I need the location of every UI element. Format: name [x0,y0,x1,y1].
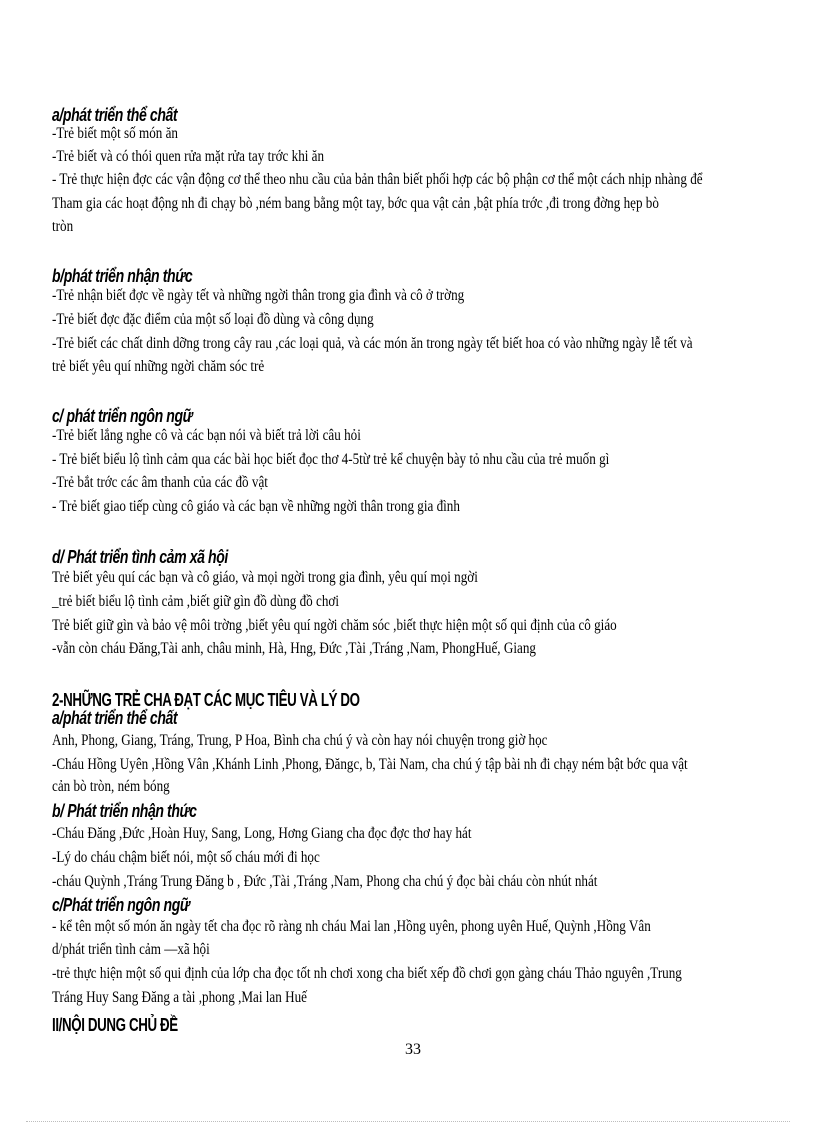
subsection-heading-language: c/Phát triển ngôn ngữ [52,895,190,915]
text-line: trẻ biết yêu quí những ngời chăm sóc trẻ [52,358,265,375]
text-line: -Cháu Đăng ,Đức ,Hoàn Huy, Sang, Long, Hơng Giang cha đọc đợc thơ hay hát [52,825,472,842]
text-line: Trẻ biết giữ gìn và bảo vệ môi trờng ,biết yêu quí ngời chăm sóc ,biết thực hiện một số qui định của cô giáo [52,617,617,634]
text-line: -Trẻ biết một số món ăn [52,125,178,142]
text-line: _trẻ biết biểu lộ tình cảm ,biết giữ gìn đồ dùng đồ chơi [52,593,339,610]
text-line: cản bò tròn, ném bóng [52,778,170,795]
text-line: - Trẻ thực hiện đợc các vận động cơ thể theo nhu cầu của bản thân biết phối hợp các bộ phận cơ thể một cách nhịp nhàng để [52,171,703,188]
text-line: -Trẻ biết và có thói quen rửa mặt rửa tay trớc khi ăn [52,148,325,165]
text-line: -trẻ thực hiện một số qui định của lớp cha đọc tốt nh chơi xong cha biết xếp đồ chơi gọn gàng cháu Thảo nguyên ,Trung [52,965,682,982]
section-heading-topic-content: II/NỘI DUNG CHỦ ĐỀ [52,1015,178,1035]
text-line: -vẫn còn cháu Đăng,Tài anh, châu minh, Hà, Hng, Đức ,Tài ,Tráng ,Nam, PhongHuế, Giang [52,640,536,657]
text-line: Anh, Phong, Giang, Tráng, Trung, P Hoa, Bình cha chú ý và còn hay nói chuyện trong giờ học [52,732,548,749]
text-line: d/phát triển tình cảm —xã hội [52,941,210,958]
text-line: -Trẻ biết các chất dinh dỡng trong cây rau ,các loại quả, và các món ăn trong ngày tết biết hoa có vào những ngày lễ tết và [52,335,693,352]
section-heading-social: d/ Phát triển tình cảm xã hội [52,547,228,567]
text-line: Tráng Huy Sang Đăng a tài ,phong ,Mai lan Huế [52,989,307,1006]
footer-divider [26,1121,790,1122]
text-line: Tham gia các hoạt động nh đi chạy bò ,ném bang bằng một tay, bớc qua vật cản ,bật phía trớc ,đi trong đờng hẹp bò [52,195,659,212]
subsection-heading-physical: a/phát triển thể chất [52,708,178,728]
text-line: -Trẻ bắt trớc các âm thanh của các đồ vật [52,474,268,491]
text-line: - kể tên một số món ăn ngày tết cha đọc rõ ràng nh cháu Mai lan ,Hồng uyên, phong uyên Huế, Quỳnh ,Hồng Vân [52,918,651,935]
text-line: -Trẻ biết lắng nghe cô và các bạn nói và biết trả lời câu hỏi [52,427,361,444]
text-line: - Trẻ biết giao tiếp cùng cô giáo và các bạn về những ngời thân trong gia đình [52,498,460,515]
text-line: -Lý do cháu chậm biết nói, một số cháu mới đi học [52,849,320,866]
text-line: -Cháu Hồng Uyên ,Hồng Vân ,Khánh Linh ,Phong, Đăngc, b, Tài Nam, cha chú ý tập bài nh đi chạy ném bật bớc qua vật [52,756,688,773]
text-line: -Trẻ nhận biết đợc về ngày tết và những ngời thân trong gia đình và cô ở trờng [52,287,465,304]
section-heading-language: c/ phát triển ngôn ngữ [52,406,193,426]
text-line: Trẻ biết yêu quí các bạn và cô giáo, và mọi ngời trong gia đình, yêu quí mọi ngời [52,569,478,586]
section-title-unmet-goals: 2-NHỮNG TRẺ CHA ĐẠT CÁC MỤC TIÊU VÀ LÝ DO [52,690,360,710]
text-line: - Trẻ biết biểu lộ tình cảm qua các bài học biết đọc thơ 4-5từ trẻ kể chuyện bày tỏ nhu cầu của trẻ muốn gì [52,451,610,468]
section-heading-cognitive: b/phát triển nhận thức [52,266,193,286]
text-line: tròn [52,218,74,235]
section-heading-physical: a/phát triển thể chất [52,105,178,125]
subsection-heading-cognitive: b/ Phát triển nhận thức [52,801,197,821]
page-number: 33 [405,1041,421,1058]
text-line: -Trẻ biết đợc đặc điểm của một số loại đồ dùng và công dụng [52,311,374,328]
text-line: -cháu Quỳnh ,Tráng Trung Đăng b , Đức ,Tài ,Tráng ,Nam, Phong cha chú ý đọc bài cháu còn nhút nhát [52,873,598,890]
